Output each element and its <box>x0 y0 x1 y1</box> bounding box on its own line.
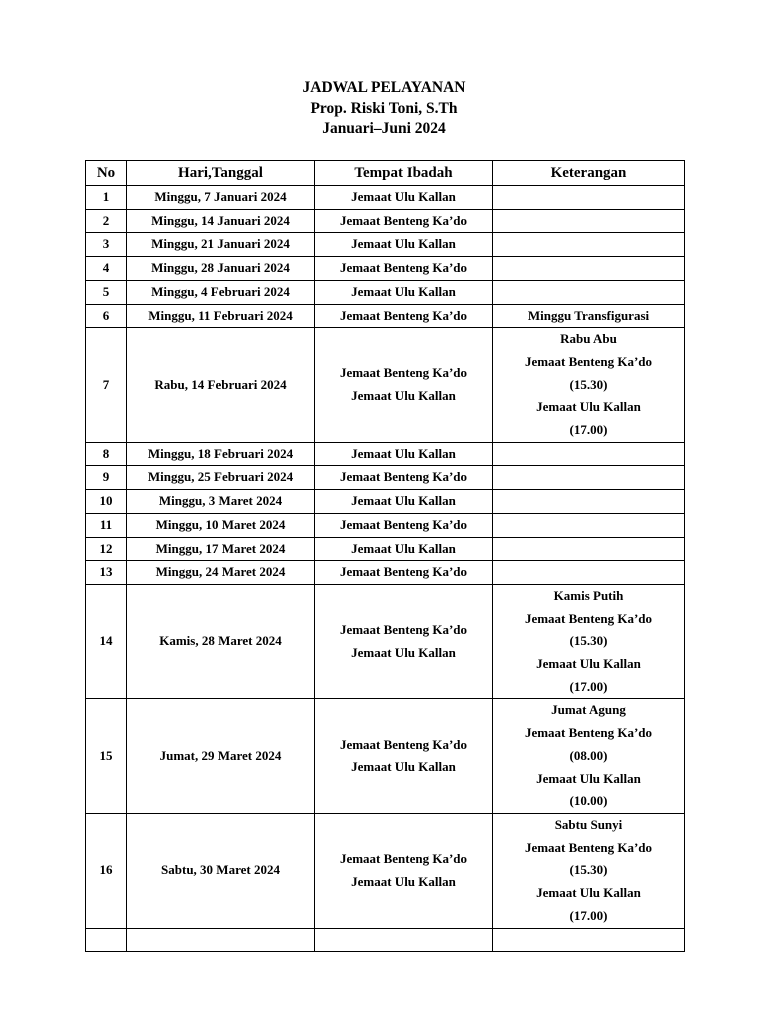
cell-place <box>315 257 493 281</box>
cell-date: Minggu, 11 Februari 2024 <box>127 304 315 328</box>
cell-no: 12 <box>86 537 127 561</box>
place-line: Jemaat Ulu Kallan <box>351 283 456 299</box>
cell-notes <box>493 186 685 210</box>
cell-date: Sabtu, 30 Maret 2024 <box>127 813 315 928</box>
place-line: Jemaat Ulu Kallan <box>351 189 456 204</box>
note-line: Jumat Agung <box>551 702 626 718</box>
note-line: Jemaat Benteng Ka’do <box>524 610 653 626</box>
note-line: Jemaat Benteng Ka’do <box>524 725 653 741</box>
cell-place <box>315 537 493 561</box>
cell-no: 4 <box>86 257 127 281</box>
cell-date: Minggu, 21 Januari 2024 <box>127 233 315 257</box>
cell-notes <box>493 209 685 233</box>
cell-notes <box>493 466 685 490</box>
cell-no: 6 <box>86 304 127 328</box>
place-line: Jemaat Benteng Ka’do <box>339 622 468 637</box>
cell-no: 1 <box>86 186 127 210</box>
cell-notes <box>493 928 685 951</box>
place-line: Jemaat Benteng Ka’do <box>339 564 468 580</box>
table-row <box>86 813 685 928</box>
schedule-body <box>86 186 685 952</box>
note-line: (17.00) <box>569 907 608 923</box>
cell-place <box>315 442 493 466</box>
cell-no: 8 <box>86 442 127 466</box>
cell-date: Minggu, 14 Januari 2024 <box>127 209 315 233</box>
table-row <box>86 490 685 514</box>
cell-date: Rabu, 14 Februari 2024 <box>127 328 315 443</box>
cell-no: 10 <box>86 490 127 514</box>
cell-no: 14 <box>86 584 127 699</box>
note-line: Rabu Abu <box>560 331 617 347</box>
cell-date: Minggu, 18 Februari 2024 <box>127 442 315 466</box>
cell-date <box>127 928 315 951</box>
table-row <box>86 304 685 328</box>
document-subtitle: Prop. Riski Toni, S.Th <box>310 99 458 117</box>
cell-date: Kamis, 28 Maret 2024 <box>127 584 315 699</box>
cell-no: 9 <box>86 466 127 490</box>
note-line: (15.30) <box>569 633 608 649</box>
note-line: Minggu Transfigurasi <box>527 307 650 323</box>
cell-place <box>315 584 493 699</box>
note-line: Jemaat Ulu Kallan <box>536 399 641 415</box>
cell-notes <box>493 257 685 281</box>
cell-date: Minggu, 17 Maret 2024 <box>127 537 315 561</box>
table-row <box>86 186 685 210</box>
cell-notes <box>493 490 685 514</box>
note-line: (15.30) <box>569 376 608 392</box>
note-line: Jemaat Ulu Kallan <box>536 656 641 672</box>
place-line: Jemaat Benteng Ka’do <box>339 307 468 323</box>
cell-date: Jumat, 29 Maret 2024 <box>127 699 315 814</box>
cell-date: Minggu, 4 Februari 2024 <box>127 280 315 304</box>
place-line: Jemaat Benteng Ka’do <box>339 212 468 228</box>
cell-no: 11 <box>86 513 127 537</box>
cell-notes <box>493 513 685 537</box>
cell-place <box>315 186 493 210</box>
note-line: Kamis Putih <box>553 587 624 603</box>
table-row <box>86 280 685 304</box>
place-line: Jemaat Ulu Kallan <box>351 873 456 889</box>
place-line: Jemaat Ulu Kallan <box>351 493 456 509</box>
column-header-place: Tempat Ibadah <box>315 161 493 186</box>
cell-place <box>315 304 493 328</box>
cell-place <box>315 513 493 537</box>
cell-place <box>315 466 493 490</box>
cell-no: 5 <box>86 280 127 304</box>
cell-no: 3 <box>86 233 127 257</box>
cell-place <box>315 813 493 928</box>
place-line: Jemaat Benteng Ka’do <box>339 851 468 867</box>
place-line: Jemaat Benteng Ka’do <box>339 260 468 276</box>
note-line: (17.00) <box>569 678 608 694</box>
cell-place <box>315 233 493 257</box>
place-line: Jemaat Ulu Kallan <box>351 387 456 403</box>
document-period: Januari–Juni 2024 <box>322 120 446 137</box>
table-row <box>86 442 685 466</box>
cell-notes <box>493 442 685 466</box>
table-row <box>86 699 685 814</box>
note-line: (08.00) <box>569 747 608 763</box>
place-line: Jemaat Ulu Kallan <box>351 236 456 252</box>
cell-place <box>315 561 493 585</box>
note-line: (17.00) <box>569 422 608 438</box>
schedule-table <box>85 160 685 952</box>
table-header-row <box>86 161 685 186</box>
note-line: Jemaat Benteng Ka’do <box>524 839 653 855</box>
cell-notes <box>493 584 685 699</box>
column-header-date: Hari,Tanggal <box>127 161 315 186</box>
cell-notes <box>493 304 685 328</box>
table-row <box>86 257 685 281</box>
table-row <box>86 928 685 951</box>
note-line: Jemaat Benteng Ka’do <box>524 353 653 369</box>
place-line: Jemaat Benteng Ka’do <box>339 736 468 752</box>
cell-no <box>86 928 127 951</box>
table-row <box>86 466 685 490</box>
place-line: Jemaat Benteng Ka’do <box>339 516 468 532</box>
cell-date: Minggu, 7 Januari 2024 <box>127 186 315 210</box>
place-line: Jemaat Ulu Kallan <box>351 644 456 660</box>
table-row <box>86 584 685 699</box>
cell-place <box>315 490 493 514</box>
cell-place <box>315 928 493 951</box>
cell-notes <box>493 280 685 304</box>
column-header-notes: Keterangan <box>493 161 685 186</box>
note-line: (10.00) <box>569 793 608 809</box>
note-line: Jemaat Ulu Kallan <box>536 885 641 901</box>
cell-place <box>315 209 493 233</box>
cell-no: 7 <box>86 328 127 443</box>
cell-no: 15 <box>86 699 127 814</box>
cell-date: Minggu, 10 Maret 2024 <box>127 513 315 537</box>
cell-notes <box>493 233 685 257</box>
cell-place <box>315 699 493 814</box>
table-row <box>86 513 685 537</box>
place-line: Jemaat Benteng Ka’do <box>339 365 468 381</box>
cell-date: Minggu, 28 Januari 2024 <box>127 257 315 281</box>
cell-no: 2 <box>86 209 127 233</box>
cell-date: Minggu, 3 Maret 2024 <box>127 490 315 514</box>
cell-notes <box>493 328 685 443</box>
place-line: Jemaat Ulu Kallan <box>351 759 456 775</box>
column-header-no: No <box>86 161 127 186</box>
table-row <box>86 561 685 585</box>
cell-place <box>315 280 493 304</box>
cell-notes <box>493 813 685 928</box>
cell-no: 16 <box>86 813 127 928</box>
cell-no: 13 <box>86 561 127 585</box>
note-line: Sabtu Sunyi <box>554 816 623 832</box>
cell-date: Minggu, 25 Februari 2024 <box>127 466 315 490</box>
place-line: Jemaat Ulu Kallan <box>351 540 456 556</box>
table-row <box>86 537 685 561</box>
place-line: Jemaat Ulu Kallan <box>351 445 456 461</box>
note-line: (15.30) <box>569 862 608 878</box>
table-row <box>86 328 685 443</box>
place-line: Jemaat Benteng Ka’do <box>339 469 468 485</box>
table-row <box>86 233 685 257</box>
document-heading <box>0 78 768 140</box>
cell-date: Minggu, 24 Maret 2024 <box>127 561 315 585</box>
cell-notes <box>493 537 685 561</box>
note-line: Jemaat Ulu Kallan <box>536 770 641 786</box>
table-row <box>86 209 685 233</box>
cell-notes <box>493 561 685 585</box>
cell-place <box>315 328 493 443</box>
cell-notes <box>493 699 685 814</box>
document-title: JADWAL PELAYANAN <box>302 79 466 96</box>
